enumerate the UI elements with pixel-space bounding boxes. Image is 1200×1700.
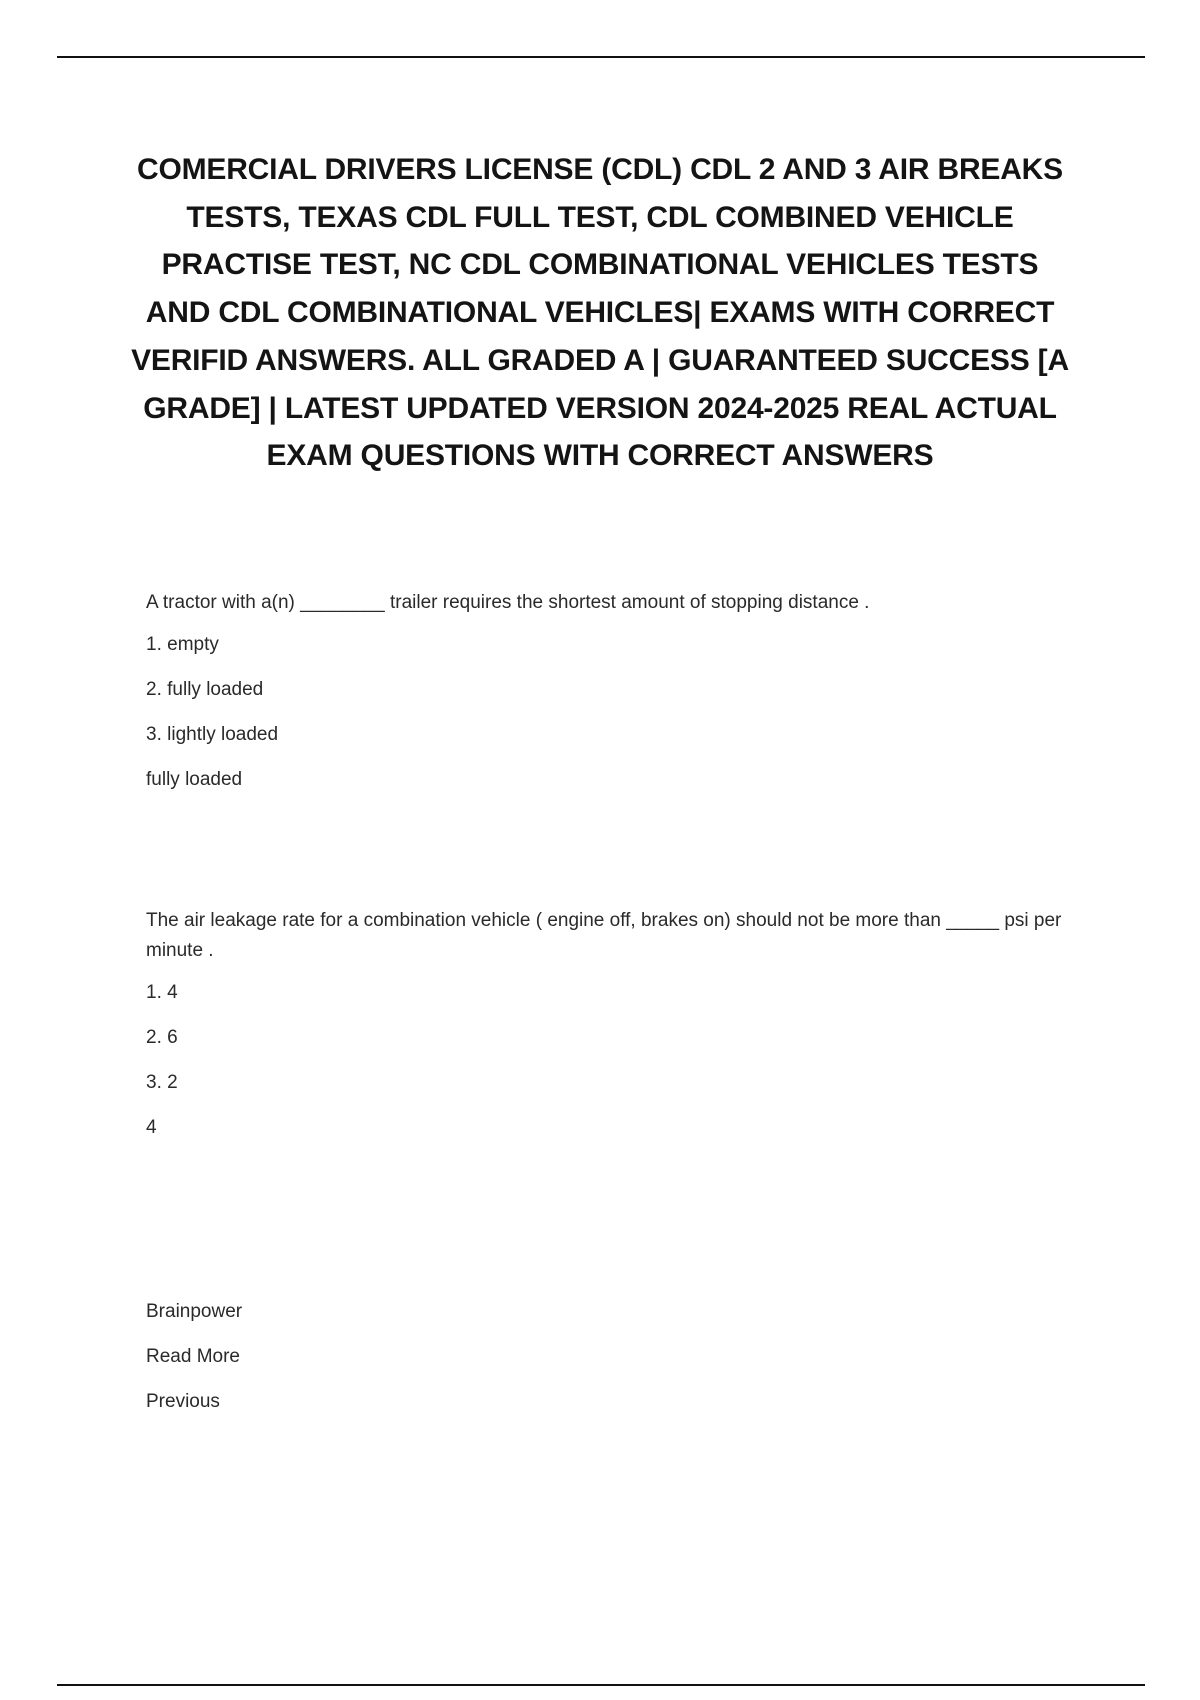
question-block-2: [146, 906, 1066, 1140]
top-divider: [57, 56, 1145, 58]
option-2: 2. fully loaded: [146, 679, 264, 700]
question-block-1: [146, 588, 1066, 792]
document-title: COMERCIAL DRIVERS LICENSE (CDL) CDL 2 AND 3 AIR BREAKS TESTS, TEXAS CDL FULL TEST, CDL COMBINED VEHICLE PRACTISE TEST, NC CDL COMBINATIONAL VEHICLES TESTS AND CDL COMBINATIONAL VEHICLES| EXAMS WITH CORRECT VERIFID ANSWERS. ALL GRADED A | GUARANTEED SUCCESS [A GRADE] | LATEST UPDATED VERSION 2024-2025 REAL ACTUAL EXAM QUESTIONS WITH CORRECT ANSWERS: [131, 153, 1069, 473]
previous-link[interactable]: Previous: [146, 1391, 220, 1412]
footer-links: [146, 1300, 242, 1435]
bottom-divider: [57, 1684, 1145, 1686]
question-text: The air leakage rate for a combination vehicle ( engine off, brakes on) should not be more than _____ psi per minute .: [146, 910, 1062, 961]
question-text: A tractor with a(n) ________ trailer requires the shortest amount of stopping distance .: [146, 592, 870, 613]
option-3: 3. 2: [146, 1072, 178, 1093]
option-2: 2. 6: [146, 1027, 178, 1048]
option-1: 1. 4: [146, 982, 178, 1003]
option-1: 1. empty: [146, 634, 219, 655]
brand-name: Brainpower: [146, 1301, 243, 1322]
read-more-link[interactable]: Read More: [146, 1346, 240, 1367]
answer-text: fully loaded: [146, 769, 243, 790]
option-3: 3. lightly loaded: [146, 724, 279, 745]
answer-text: 4: [146, 1117, 157, 1138]
